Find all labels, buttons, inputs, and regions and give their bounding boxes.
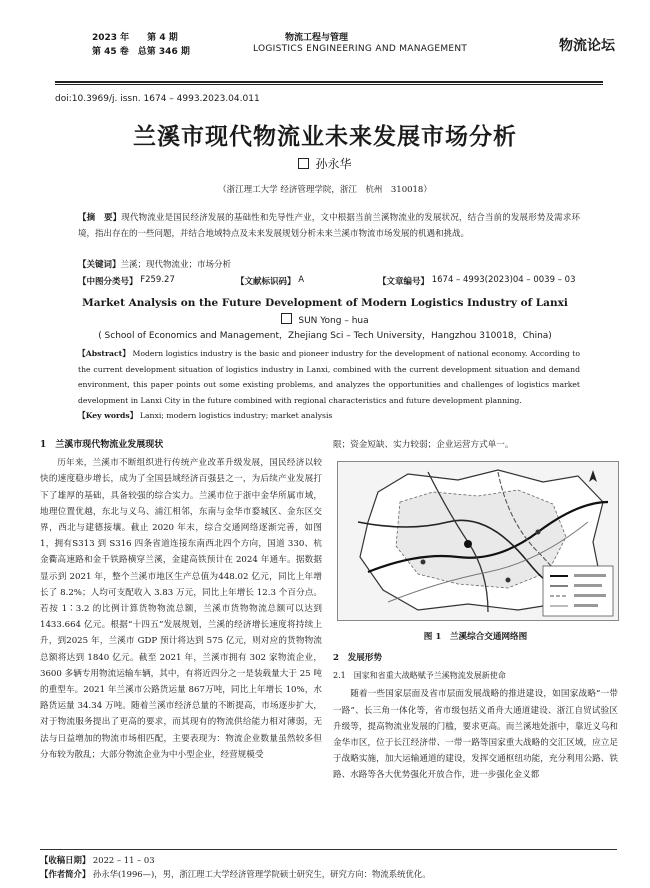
clc-value: F259.27	[140, 275, 175, 285]
abstract-cn-label: 【摘 要】	[78, 213, 122, 223]
column-name: 物流论坛	[559, 38, 615, 54]
article-number-field	[378, 275, 576, 287]
legend-text-mark	[574, 574, 606, 577]
keywords-en	[78, 410, 580, 421]
doc-code-value: A	[298, 275, 305, 285]
author-en-box-icon	[281, 313, 292, 324]
clc-label: 【中图分类号】	[78, 277, 138, 287]
author-en-name: SUN Yong – hua	[298, 316, 369, 326]
keywords-en-text: Lanxi; modern logistics industry; market analysis	[137, 411, 333, 420]
doc-code-field	[236, 275, 305, 287]
article-number-label: 【文章编号】	[378, 277, 430, 287]
journal-header	[40, 30, 615, 86]
section-2	[333, 650, 618, 784]
city-center-marker	[464, 540, 472, 548]
town-marker	[536, 530, 541, 535]
right-column-continuation: 限；资金短缺、实力较弱；企业运营方式单一。	[333, 440, 514, 450]
affiliation-en: ( School of Economics and Management，Zhejiang Sci – Tech University，Hangzhou 310018，China)	[98, 331, 552, 341]
author-box-icon	[298, 158, 309, 169]
map-graphic	[338, 462, 618, 620]
left-column	[40, 437, 322, 763]
footnote	[40, 853, 617, 881]
author-bio-text: 孙永华(1996—)，男，浙江理工大学经济管理学院硕士研究生，研究方向：物流系统优化。	[90, 869, 431, 879]
figure-caption: 图 1 兰溪综合交通网络图	[423, 632, 528, 642]
map-legend-box	[543, 566, 613, 616]
issue-year: 2023 年 第 4 期	[92, 33, 178, 43]
abstract-cn-text: 现代物流业是国民经济发展的基础性和先导性产业，文中根据当前兰溪物流业的发展状况，结合当前的发展形势及需求环境，指出存在的一些问题，并结合地域特点及未来发展规划分析未来兰溪市物流市场发展的机遇和挑战。	[78, 213, 580, 239]
keywords-en-label: 【Key words】	[78, 411, 138, 420]
author-bio-label: 【作者简介】	[40, 869, 91, 879]
abstract-en	[78, 346, 580, 408]
title-en: Market Analysis on the Future Development of Modern Logistics Industry of Lanxi	[82, 297, 568, 309]
received-label: 【收稿日期】	[40, 855, 91, 865]
keywords-cn	[78, 258, 580, 270]
section-1-paragraph: 历年来，兰溪市不断组织进行传统产业改革升级发展，国民经济以较快的速度稳步增长，成为了全国县域经济百强县之一，为后续产业发展打下了雄厚的基础，具备较强的综合实力。兰溪市位于浙中金华所属市域，地理位置优越，东北与义乌、浦江相邻，东南与金华市婺城区、金东区交界，西北与建德接壤。截止 2020 年末，综合交通网络逐渐完善，如图 1，拥有S313 到 S316 四条省道连接东南西北四个方向，国道 330、杭金衢高速路和金千铁路横穿兰溪，金建高铁预计在 2024 年通车。据数据显示到 2021 年，整个兰溪市地区生产总值为448.02 亿元，同比上年增长了 8.2%；人均可支配收入 3.83 万元，同比上年增长 12.3 个百分点。若按 1∶3.2 的比例计算货物物流总额，兰溪市货物物流总额可以达到 1433.664 亿元。根据“十四五”发展规划，兰溪的经济增长速度将持续上升，到2025 年，兰溪市 GDP 预计将达到 575 亿元，则对应的货物物流总额将达到 1840 亿元。截至 2021 年，兰溪市拥有 302 家物流企业，3600 多辆专用物流运输车辆，其中，有将近四分之一是装载量大于 25 吨的重型车。2021 年兰溪市公路货运量 867万吨，同比上年增长 10%，水路货运量 34.34 万吨。随着兰溪市经济总量的不断提高，市场逐步扩大，对于物流服务提出了更高的要求，而其现有的物流供给能力相对薄弱，无法与日益增加的物流市场相匹配，主要表现为：物流企业数量虽然较多但分布较为散乱；大部分物流企业为中小型企业，经营规模受	[40, 458, 322, 760]
legend-text-mark	[574, 594, 606, 597]
article-number-value: 1674 – 4993(2023)04 – 0039 – 03	[431, 275, 576, 285]
journal-name-en: LOGISTICS ENGINEERING AND MANAGEMENT	[253, 44, 468, 54]
volume-info: 第 45 卷 总第 346 期	[92, 47, 190, 57]
author-cn	[0, 155, 650, 172]
received-value: 2022 – 11 – 03	[90, 855, 155, 865]
section-1-heading: 1 兰溪市现代物流业发展现状	[40, 440, 164, 450]
header-rule-thin	[55, 84, 603, 85]
keywords-cn-text: 兰溪；现代物流业；市场分析	[120, 260, 232, 270]
section-2-1-paragraph: 随着一些国家层面及省市层面发展战略的推进建设，如国家战略“一带一路”、长三角一体化等，省市级包括义甬舟大通道建设、浙江自贸试验区升级等，提高物流业发展的门槛，要求更高。而兰溪地处浙中，靠近义乌和金华市区，位于长江经济带、一带一路等国家重大战略的交汇区域，应立足于战略实施，加大运输通道的建设，发挥交通枢纽功能，充分利用公路、铁路、水路等各大优势强化开放合作，进一步强化金义都	[333, 689, 618, 781]
author-en	[0, 313, 650, 326]
journal-name-cn: 物流工程与管理	[285, 33, 349, 43]
section-2-1-heading: 2.1 国家和省重大战略赋予兰溪物流发展新使命	[333, 671, 506, 681]
received-date	[40, 853, 617, 867]
author-bio	[40, 867, 617, 881]
author-cn-name: 孙永华	[315, 157, 352, 171]
town-marker	[421, 560, 426, 565]
title-cn: 兰溪市现代物流业未来发展市场分析	[133, 123, 517, 150]
abstract-en-text: Modern logistics industry is the basic and pioneer industry for the development of national economy. According to the current development situation of logistics industry in Lanxi, combined with the current development situation and demand environment, this paper points out some existing problems, and analyzes the opportunities and challenges of logistics market development in Lanxi City in the future combined with regional characteristics and future development planning.	[78, 349, 580, 405]
town-marker	[506, 578, 511, 583]
legend-text-mark	[574, 604, 598, 607]
footnote-rule	[40, 849, 617, 850]
clc-field	[78, 275, 175, 287]
doi: doi:10.3969/j. issn. 1674 – 4993.2023.04.011	[55, 94, 260, 104]
keywords-cn-label: 【关键词】	[78, 260, 121, 270]
affiliation-cn: （浙江理工大学 经济管理学院，浙江 杭州 310018）	[218, 185, 432, 195]
transport-network-map	[337, 461, 619, 621]
section-2-heading: 2 发展形势	[333, 653, 382, 663]
header-rule	[55, 81, 603, 83]
abstract-en-label: 【Abstract】	[78, 349, 131, 358]
abstract-cn	[78, 210, 580, 242]
doc-code-label: 【文献标识码】	[236, 277, 296, 287]
legend-text-mark	[574, 584, 602, 587]
